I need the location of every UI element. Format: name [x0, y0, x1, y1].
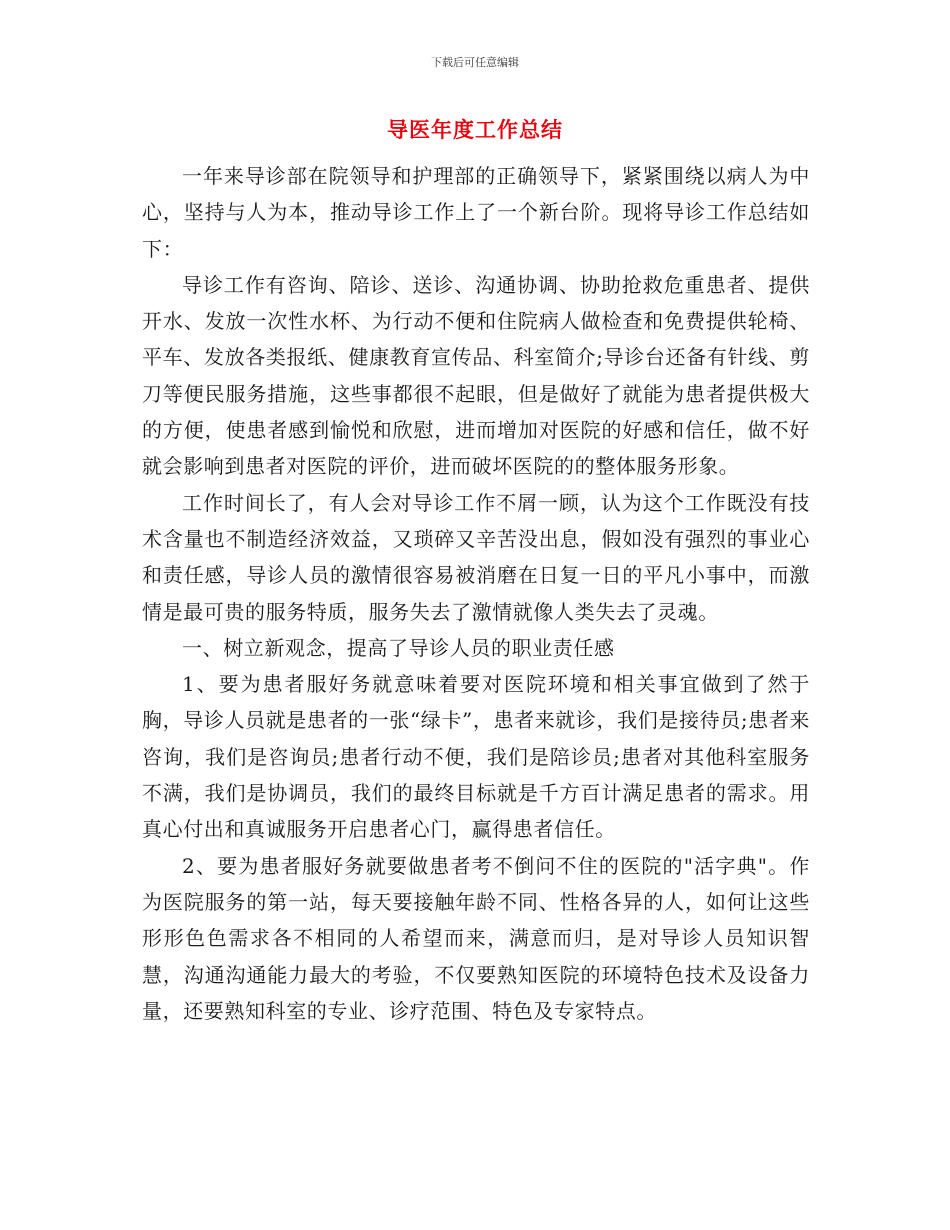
paragraph-item-1: 1、要为患者服好务就意味着要对医院环境和相关事宜做到了然于胸，导诊人员就是患者的一张“绿卡”，患者来就诊，我们是接待员;患者来咨询，我们是咨询员;患者行动不便，我们是陪诊员;患者对其他科室服务不满，我们是协调员，我们的最终目标就是千方百计满足患者的需求。用真心付出和真诚服务开启患者心门，赢得患者信任。 — [142, 672, 810, 842]
header-note: 下载后可任意编辑 — [431, 56, 519, 69]
document-title: 导医年度工作总结 — [387, 118, 563, 142]
paragraph-passion: 工作时间长了，有人会对导诊工作不屑一顾，认为这个工作既没有技术含量也不制造经济效益，又琐碎又辛苦没出息，假如没有强烈的事业心和责任感，导诊人员的激情很容易被消磨在日复一日的平凡小事中，而激情是最可贵的服务特质，服务失去了激情就像人类失去了灵魂。 — [142, 490, 810, 624]
document-body — [142, 158, 810, 1029]
paragraph-duties: 导诊工作有咨询、陪诊、送诊、沟通协调、协助抢救危重患者、提供开水、发放一次性水杯、为行动不便和住院病人做检查和免费提供轮椅、平车、发放各类报纸、健康教育宣传品、科室简介;导诊台还备有针线、剪刀等便民服务措施，这些事都很不起眼，但是做好了就能为患者提供极大的方便，使患者感到愉悦和欣慰，进而增加对医院的好感和信任，做不好就会影响到患者对医院的评价，进而破坏医院的的整体服务形象。 — [142, 272, 810, 479]
paragraph-item-2: 2、要为患者服好务就要做患者考不倒问不住的医院的"活字典"。作为医院服务的第一站，每天要接触年龄不同、性格各异的人，如何让这些形形色色需求各不相同的人希望而来，满意而归，是对导诊人员知识智慧，沟通沟通能力最大的考验，不仅要熟知医院的环境特色技术及设备力量，还要熟知科室的专业、诊疗范围、特色及专家特点。 — [142, 853, 810, 1023]
paragraph-intro: 一年来导诊部在院领导和护理部的正确领导下，紧紧围绕以病人为中心，坚持与人为本，推动导诊工作上了一个新台阶。现将导诊工作总结如下： — [142, 164, 810, 261]
section-heading-1: 一、树立新观念，提高了导诊人员的职业责任感 — [182, 635, 615, 660]
